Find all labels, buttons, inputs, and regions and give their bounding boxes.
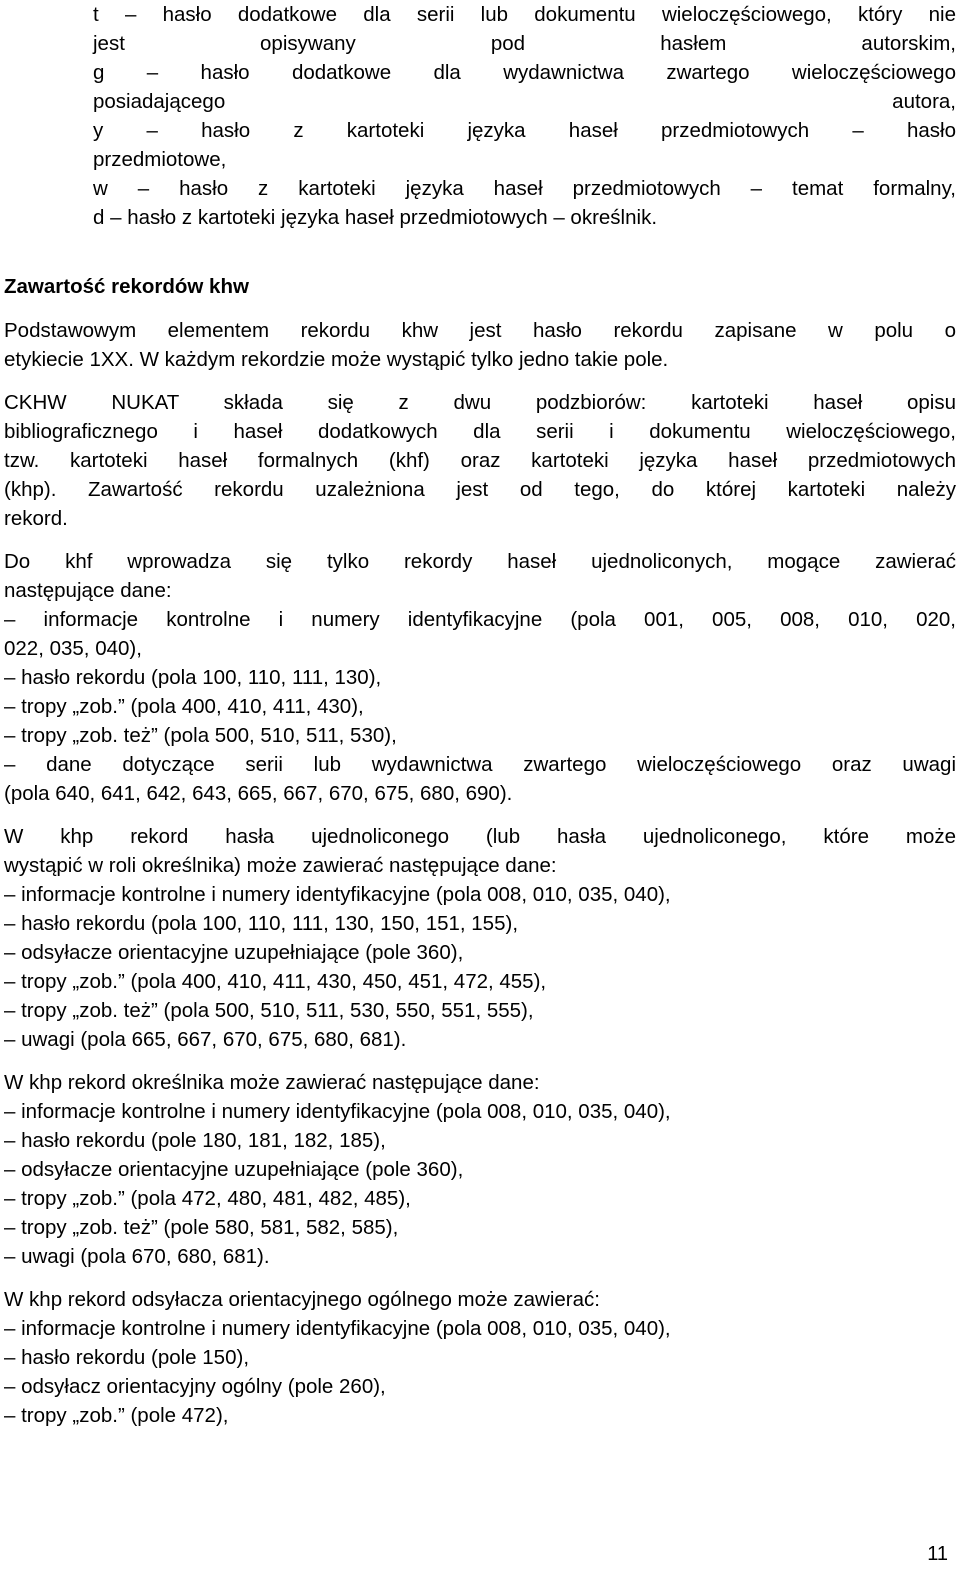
paragraph-line: – tropy „zob. też” (pola 500, 510, 511, 530), [4,724,397,747]
paragraph-line: W khp rekord hasła ujednoliconego (lub hasła ujednoliconego, które może [4,825,956,848]
paragraph-line: – odsyłacze orientacyjne uzupełniające (pole 360), [4,1158,464,1181]
paragraph-line: – uwagi (pola 670, 680, 681). [4,1245,270,1268]
field-indicator-list [93,0,956,232]
section-body [4,316,956,1430]
paragraph-line: – hasło rekordu (pola 100, 110, 111, 130), [4,666,382,689]
paragraph [4,547,956,808]
intro-line: w – hasło z kartoteki języka haseł przedmiotowych – temat formalny, [93,177,956,200]
paragraph-line: bibliograficznego i haseł dodatkowych dla serii i dokumentu wieloczęściowego, [4,420,956,443]
paragraph-line: – tropy „zob. też” (pola 500, 510, 511, 530, 550, 551, 555), [4,999,534,1022]
paragraph [4,1285,956,1430]
document-page [4,0,956,1430]
paragraph [4,316,956,374]
paragraph-line: – tropy „zob. też” (pole 580, 581, 582, 585), [4,1216,399,1239]
paragraph-line: – uwagi (pola 665, 667, 670, 675, 680, 681). [4,1028,407,1051]
paragraph-line: CKHW NUKAT składa się z dwu podzbiorów: kartoteki haseł opisu [4,391,956,414]
paragraph-line: – informacje kontrolne i numery identyfikacyjne (pola 001, 005, 008, 010, 020, [4,608,956,631]
paragraph-line: – informacje kontrolne i numery identyfikacyjne (pola 008, 010, 035, 040), [4,883,671,906]
paragraph-line: W khp rekord odsyłacza orientacyjnego ogólnego może zawierać: [4,1288,600,1311]
paragraph-line: wystąpić w roli określnika) może zawierać następujące dane: [4,854,557,877]
paragraph-line: W khp rekord określnika może zawierać następujące dane: [4,1071,540,1094]
intro-line: jest opisywany pod hasłem autorskim, [93,32,956,55]
paragraph-line: – hasło rekordu (pola 100, 110, 111, 130, 150, 151, 155), [4,912,519,935]
paragraph-line: 022, 035, 040), [4,637,142,660]
intro-line: d – hasło z kartoteki języka haseł przedmiotowych – określnik. [93,206,658,229]
paragraph [4,1068,956,1271]
paragraph-line: – tropy „zob.” (pole 472), [4,1404,229,1427]
paragraph-line: – hasło rekordu (pole 180, 181, 182, 185), [4,1129,386,1152]
page-number: 11 [927,1543,948,1565]
intro-line: posiadającego autora, [93,90,956,113]
paragraph-line: – tropy „zob.” (pola 400, 410, 411, 430), [4,695,364,718]
intro-line: y – hasło z kartoteki języka haseł przedmiotowych – hasło [93,119,956,142]
paragraph-line: – informacje kontrolne i numery identyfikacyjne (pola 008, 010, 035, 040), [4,1100,671,1123]
paragraph [4,388,956,533]
paragraph-line: tzw. kartoteki haseł formalnych (khf) oraz kartoteki języka haseł przedmiotowych [4,449,956,472]
paragraph-line: – dane dotyczące serii lub wydawnictwa zwartego wieloczęściowego oraz uwagi [4,753,956,776]
section-heading: Zawartość rekordów khw [4,275,249,298]
paragraph-line: – tropy „zob.” (pola 400, 410, 411, 430, 450, 451, 472, 455), [4,970,547,993]
paragraph-line: – hasło rekordu (pole 150), [4,1346,250,1369]
paragraph [4,822,956,1054]
paragraph-line: etykiecie 1XX. W każdym rekordzie może wystąpić tylko jedno takie pole. [4,348,669,371]
paragraph-line: Podstawowym elementem rekordu khw jest hasło rekordu zapisane w polu o [4,319,956,342]
paragraph-line: Do khf wprowadza się tylko rekordy haseł ujednoliconych, mogące zawierać [4,550,956,573]
intro-line: t – hasło dodatkowe dla serii lub dokumentu wieloczęściowego, który nie [93,3,956,26]
paragraph-line: następujące dane: [4,579,172,602]
paragraph-line: rekord. [4,507,68,530]
paragraph-line: – tropy „zob.” (pola 472, 480, 481, 482, 485), [4,1187,411,1210]
paragraph-line: – informacje kontrolne i numery identyfikacyjne (pola 008, 010, 035, 040), [4,1317,671,1340]
intro-line: g – hasło dodatkowe dla wydawnictwa zwartego wieloczęściowego [93,61,956,84]
intro-line: przedmiotowe, [93,148,227,171]
paragraph-line: (pola 640, 641, 642, 643, 665, 667, 670, 675, 680, 690). [4,782,513,805]
paragraph-line: – odsyłacz orientacyjny ogólny (pole 260), [4,1375,386,1398]
paragraph-line: – odsyłacze orientacyjne uzupełniające (pole 360), [4,941,464,964]
paragraph-line: (khp). Zawartość rekordu uzależniona jest od tego, do której kartoteki należy [4,478,956,501]
